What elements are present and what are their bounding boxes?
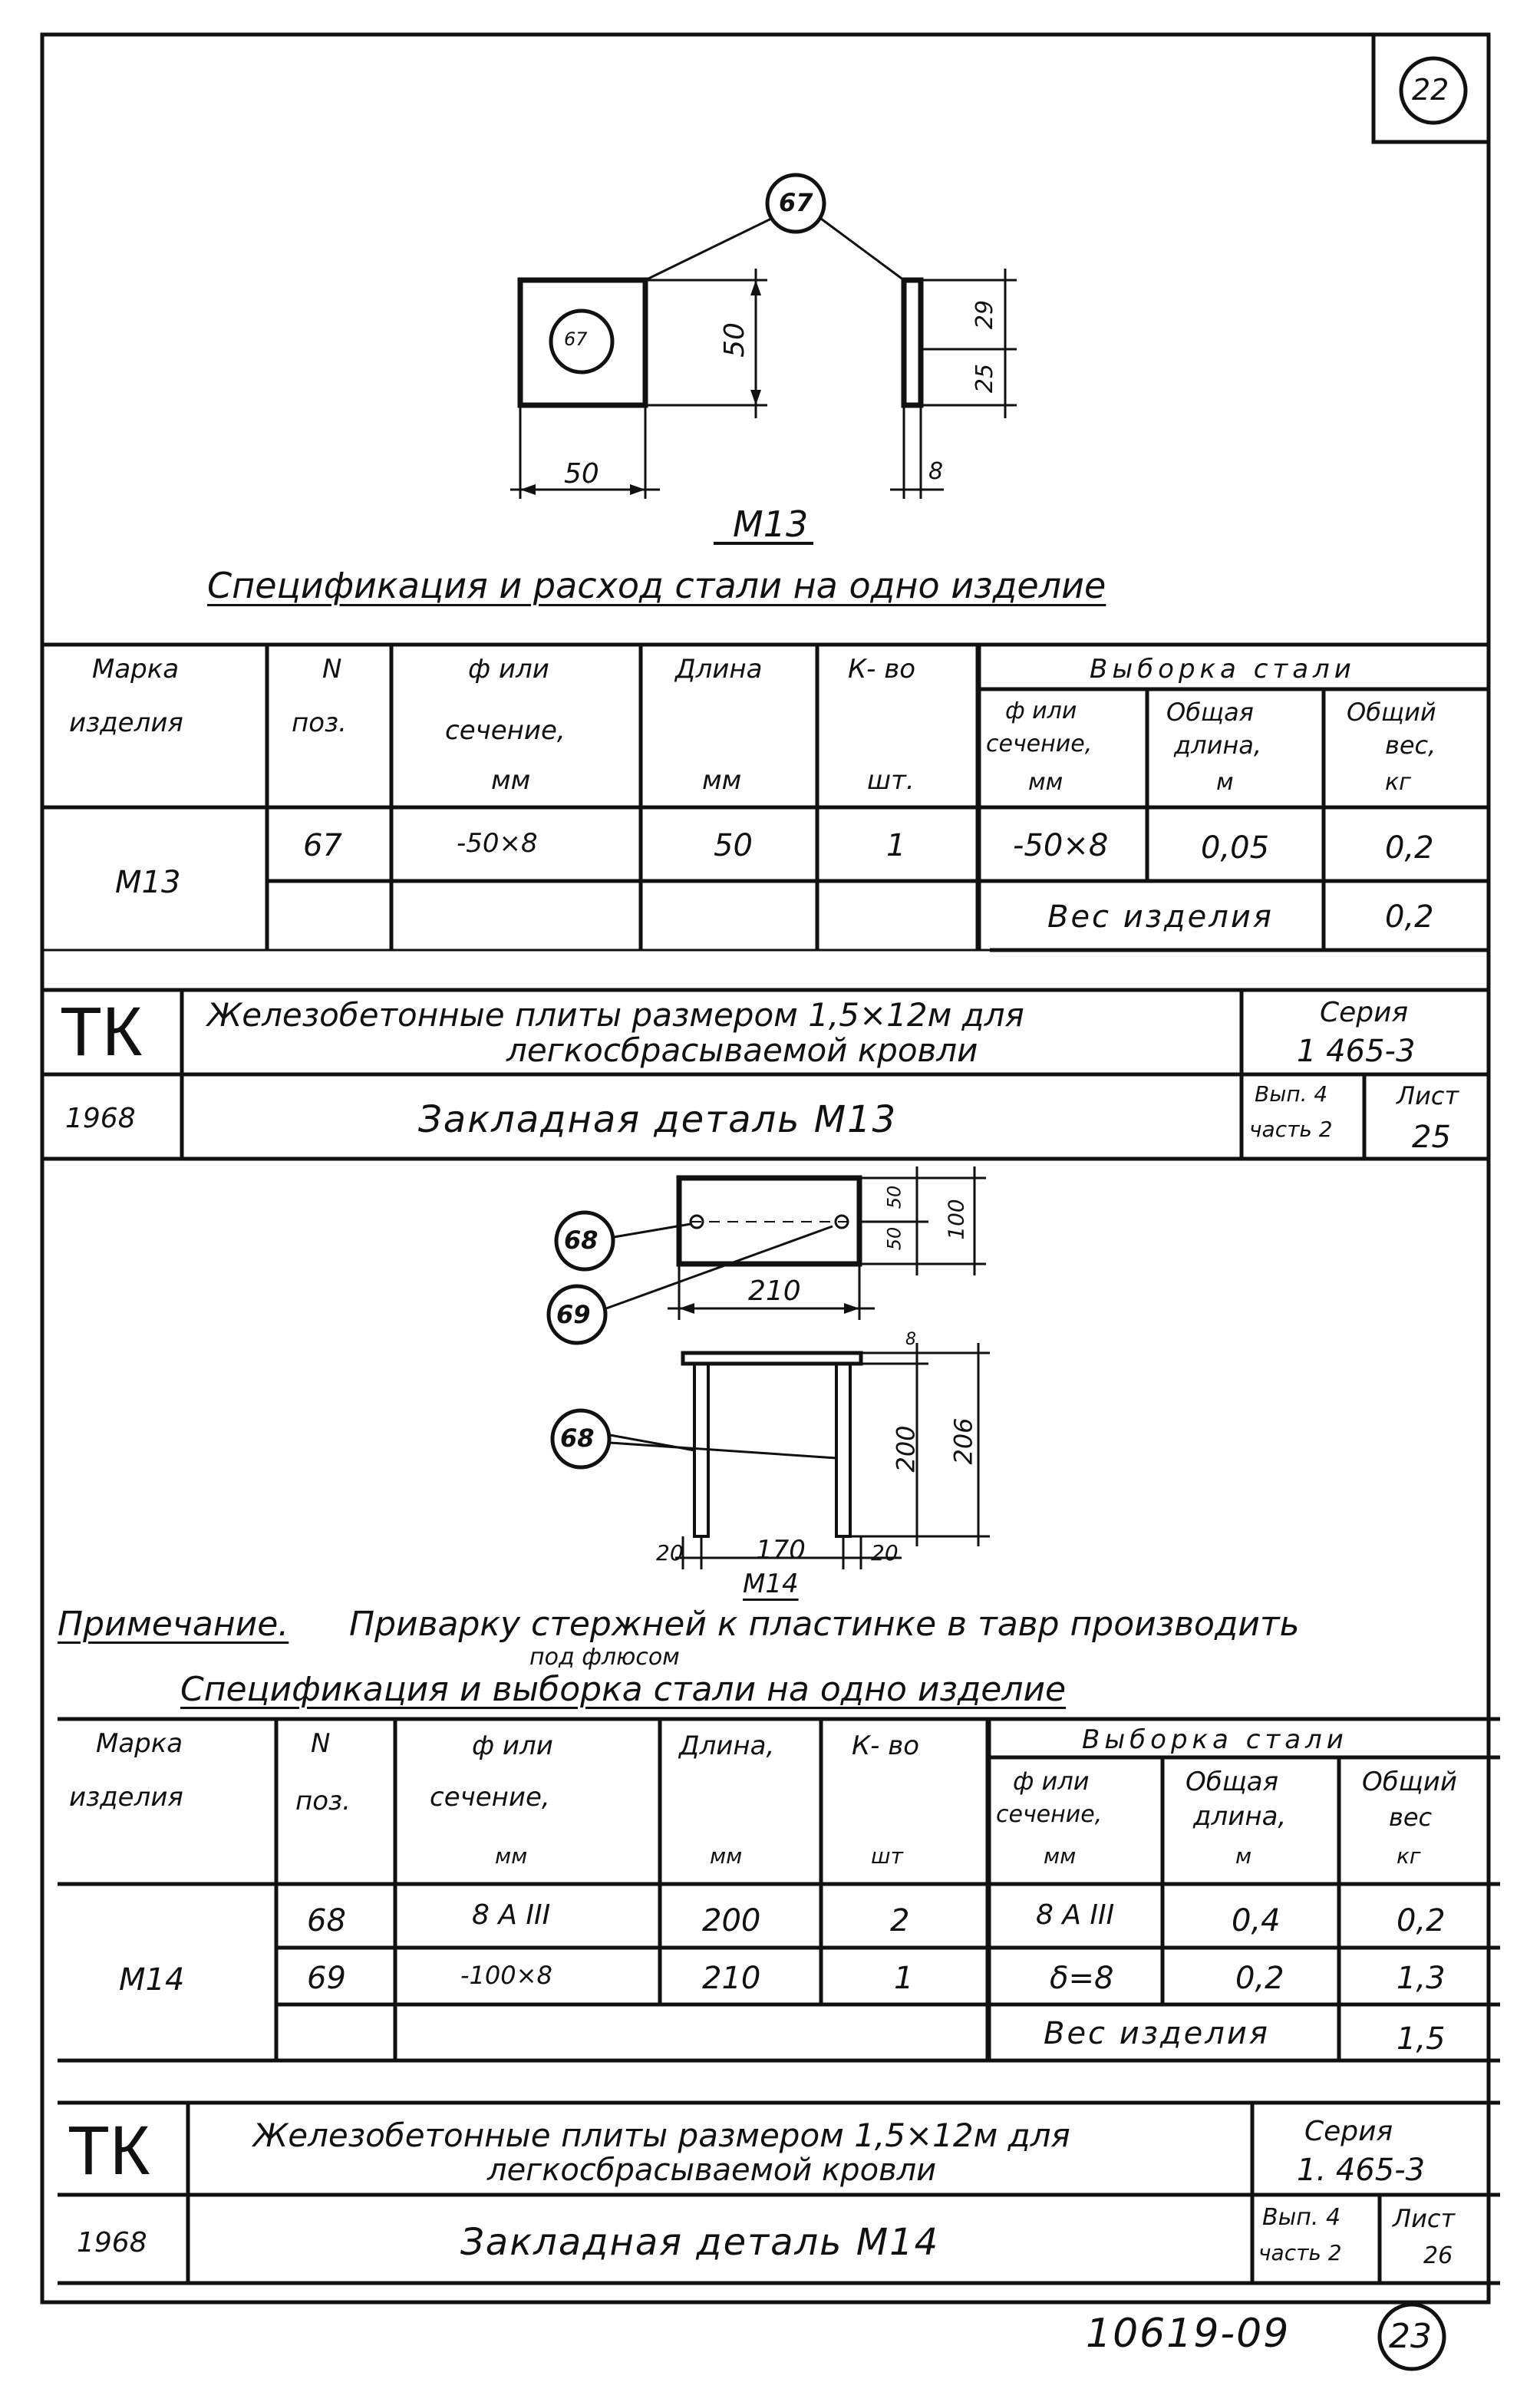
dim-top-part: 29 bbox=[971, 299, 999, 330]
t2-row1-sel-section: 8 А III bbox=[1036, 1899, 1115, 1931]
t2-h-mark-2: изделия bbox=[69, 1782, 183, 1813]
t1-row-length: 50 bbox=[714, 828, 753, 863]
t2-h-sel-weight-1: Общий bbox=[1362, 1767, 1457, 1797]
t1-h-qty: К- во bbox=[848, 654, 916, 685]
dim-total-h: 206 bbox=[948, 1417, 978, 1465]
t2-row2-sel-length: 0,2 bbox=[1235, 1961, 1284, 1996]
t2-h-pos-1: N bbox=[311, 1728, 331, 1759]
t1-h-section-3: мм bbox=[491, 765, 531, 796]
t2-mark: М14 bbox=[119, 1962, 185, 1998]
t1-row-pos: 67 bbox=[303, 828, 342, 863]
t2-h-sel-section-3: мм bbox=[1044, 1843, 1077, 1869]
t2-h-selection: Выборка стали bbox=[1082, 1724, 1348, 1755]
t1-total: 0,2 bbox=[1385, 899, 1434, 935]
sheet-number: 22 bbox=[1412, 73, 1449, 107]
t2-row1-sel-weight: 0,2 bbox=[1397, 1903, 1446, 1938]
tb1-sheet: 25 bbox=[1412, 1120, 1451, 1155]
tb2-series: 1. 465-3 bbox=[1297, 2153, 1426, 2188]
tb1-title-1: Железобетонные плиты размером 1,5×12м для bbox=[207, 996, 1024, 1034]
t1-row-sel-section: -50×8 bbox=[1013, 828, 1109, 863]
t2-row1-qty: 2 bbox=[890, 1903, 910, 1938]
dim-bottom-part: 25 bbox=[971, 363, 999, 394]
t2-row2-sel-section: δ=8 bbox=[1050, 1961, 1114, 1996]
tb1-name: Закладная деталь М13 bbox=[418, 1098, 898, 1141]
t1-h-section-1: ф или bbox=[468, 654, 549, 685]
t1-h-sel-length-3: м bbox=[1216, 769, 1234, 796]
t2-h-sel-length-1: Общая bbox=[1186, 1767, 1279, 1797]
t2-row2-qty: 1 bbox=[894, 1961, 914, 1996]
tb1-issue-2: часть 2 bbox=[1249, 1117, 1333, 1142]
tb2-issue-2: часть 2 bbox=[1258, 2240, 1342, 2265]
t1-row-sel-length: 0,05 bbox=[1201, 830, 1270, 866]
tb2-logo: ТК bbox=[68, 2113, 150, 2189]
t1-h-length-unit: мм bbox=[702, 765, 742, 796]
t2-h-sel-length-3: м bbox=[1235, 1843, 1252, 1869]
t2-h-length-unit: мм bbox=[710, 1843, 743, 1869]
tb1-series-label: Серия bbox=[1320, 997, 1409, 1028]
t2-h-sel-weight-3: кг bbox=[1397, 1843, 1421, 1869]
t2-row2-section: -100×8 bbox=[460, 1961, 552, 1990]
t1-h-sel-section-2: сечение, bbox=[986, 731, 1093, 757]
tb2-title-2: легкосбрасываемой кровли bbox=[487, 2153, 937, 2188]
t2-row1-section: 8 А III bbox=[472, 1899, 551, 1931]
t1-mark: М13 bbox=[115, 865, 181, 900]
t2-h-sel-section-2: сечение, bbox=[996, 1801, 1103, 1828]
t2-h-sel-length-2: длина, bbox=[1193, 1801, 1287, 1832]
tb1-sheet-label: Лист bbox=[1397, 1081, 1459, 1110]
t1-row-section: -50×8 bbox=[457, 828, 538, 859]
t1-row-qty: 1 bbox=[886, 828, 906, 863]
t2-h-section-2: сечение, bbox=[430, 1782, 550, 1813]
dim-thickness: 8 bbox=[928, 458, 944, 485]
t2-row1-length: 200 bbox=[702, 1903, 761, 1938]
plate-m14-elev bbox=[683, 1353, 861, 1364]
note-text-2: под флюсом bbox=[529, 1644, 680, 1671]
dim-m14-thickness: 8 bbox=[905, 1330, 916, 1349]
t1-h-mark-2: изделия bbox=[69, 708, 183, 738]
t1-h-sel-weight-2: вес, bbox=[1385, 731, 1436, 760]
t2-row1-pos: 68 bbox=[307, 1903, 346, 1938]
corner-number: 23 bbox=[1389, 2317, 1432, 2356]
t2-h-section-1: ф или bbox=[472, 1731, 553, 1761]
tb2-year: 1968 bbox=[77, 2227, 147, 2258]
hole-callout-label: 67 bbox=[564, 328, 588, 350]
tb1-title-2: легкосбрасываемой кровли bbox=[506, 1031, 978, 1069]
table1-title: Спецификация и расход стали на одно изделие bbox=[207, 565, 1106, 606]
tb2-name: Закладная деталь М14 bbox=[460, 2221, 940, 2264]
note-text: Приварку стержней к пластинке в тавр производить bbox=[349, 1605, 1300, 1644]
t2-h-length: Длина, bbox=[679, 1731, 775, 1761]
tb1-logo: ТК bbox=[60, 994, 143, 1071]
drawing2-label: М14 bbox=[743, 1569, 799, 1599]
note-label: Примечание. bbox=[58, 1605, 289, 1644]
t2-h-qty-unit: шт bbox=[871, 1843, 903, 1869]
dim-rod-len: 200 bbox=[891, 1425, 921, 1473]
t1-h-mark-1: Марка bbox=[92, 654, 180, 685]
t2-total-label: Вес изделия bbox=[1044, 2016, 1270, 2051]
tb2-issue-1: Вып. 4 bbox=[1262, 2204, 1341, 2231]
t1-h-sel-section-1: ф или bbox=[1005, 698, 1077, 724]
dim-plate-width: 210 bbox=[748, 1275, 801, 1307]
callout-a-label: 68 bbox=[564, 1226, 599, 1255]
plate-m13-side bbox=[904, 280, 921, 405]
t1-total-label: Вес изделия bbox=[1047, 899, 1274, 935]
t1-h-sel-length-1: Общая bbox=[1166, 698, 1254, 727]
dim-width: 50 bbox=[564, 458, 599, 490]
t1-h-sel-weight-3: кг bbox=[1385, 769, 1411, 796]
t1-h-qty-unit: шт. bbox=[867, 765, 915, 796]
t2-h-sel-section-1: ф или bbox=[1013, 1767, 1090, 1796]
t1-h-sel-weight-1: Общий bbox=[1347, 698, 1436, 727]
t1-h-sel-length-2: длина, bbox=[1174, 731, 1262, 760]
tb2-sheet-label: Лист bbox=[1393, 2204, 1456, 2233]
t2-row1-sel-length: 0,4 bbox=[1232, 1903, 1281, 1938]
dim-right-off: 20 bbox=[871, 1540, 899, 1566]
drawing1-label: М13 bbox=[733, 503, 809, 545]
t2-total: 1,5 bbox=[1397, 2021, 1446, 2057]
t1-h-section-2: сечение, bbox=[445, 715, 566, 746]
dim-half-2: 50 bbox=[883, 1226, 905, 1251]
table2-lines bbox=[58, 1719, 1500, 2061]
dim-height: 50 bbox=[718, 322, 750, 358]
dim-left-off: 20 bbox=[656, 1540, 684, 1566]
table2-title: Спецификация и выборка стали на одно изделие bbox=[180, 1670, 1067, 1709]
t2-row2-length: 210 bbox=[702, 1961, 761, 1996]
footer-code: 10619-09 bbox=[1086, 2311, 1291, 2357]
t2-h-mark-1: Марка bbox=[96, 1728, 183, 1759]
t2-h-pos-2: поз. bbox=[295, 1786, 351, 1816]
callout-67-label: 67 bbox=[779, 188, 813, 217]
rod-right bbox=[836, 1364, 850, 1536]
callout-c-label: 68 bbox=[560, 1424, 595, 1453]
t2-h-qty: К- во bbox=[852, 1731, 920, 1761]
tb1-year: 1968 bbox=[65, 1103, 136, 1134]
tb2-title-1: Железобетонные плиты размером 1,5×12м для bbox=[253, 2117, 1070, 2154]
tb2-sheet: 26 bbox=[1423, 2242, 1453, 2269]
t1-h-sel-section-3: мм bbox=[1028, 769, 1063, 796]
tb1-issue-1: Вып. 4 bbox=[1255, 1081, 1328, 1107]
dim-plate-height: 100 bbox=[943, 1199, 969, 1240]
t2-h-sel-weight-2: вес bbox=[1389, 1803, 1433, 1832]
t1-h-pos-2: поз. bbox=[292, 708, 347, 738]
tb1-series: 1 465-3 bbox=[1297, 1034, 1416, 1069]
t2-row2-pos: 69 bbox=[307, 1961, 346, 1996]
callout-b-label: 69 bbox=[556, 1300, 591, 1329]
tb2-series-label: Серия bbox=[1304, 2116, 1393, 2147]
t1-row-sel-weight: 0,2 bbox=[1385, 830, 1434, 866]
t1-h-pos-1: N bbox=[322, 654, 342, 685]
dim-half-1: 50 bbox=[883, 1185, 905, 1209]
t2-row2-sel-weight: 1,3 bbox=[1397, 1961, 1446, 1996]
t1-h-selection: Выборка стали bbox=[1090, 654, 1356, 685]
t2-h-section-3: мм bbox=[495, 1843, 528, 1869]
t1-h-length: Длина bbox=[675, 654, 763, 685]
dim-spacing: 170 bbox=[756, 1535, 806, 1566]
